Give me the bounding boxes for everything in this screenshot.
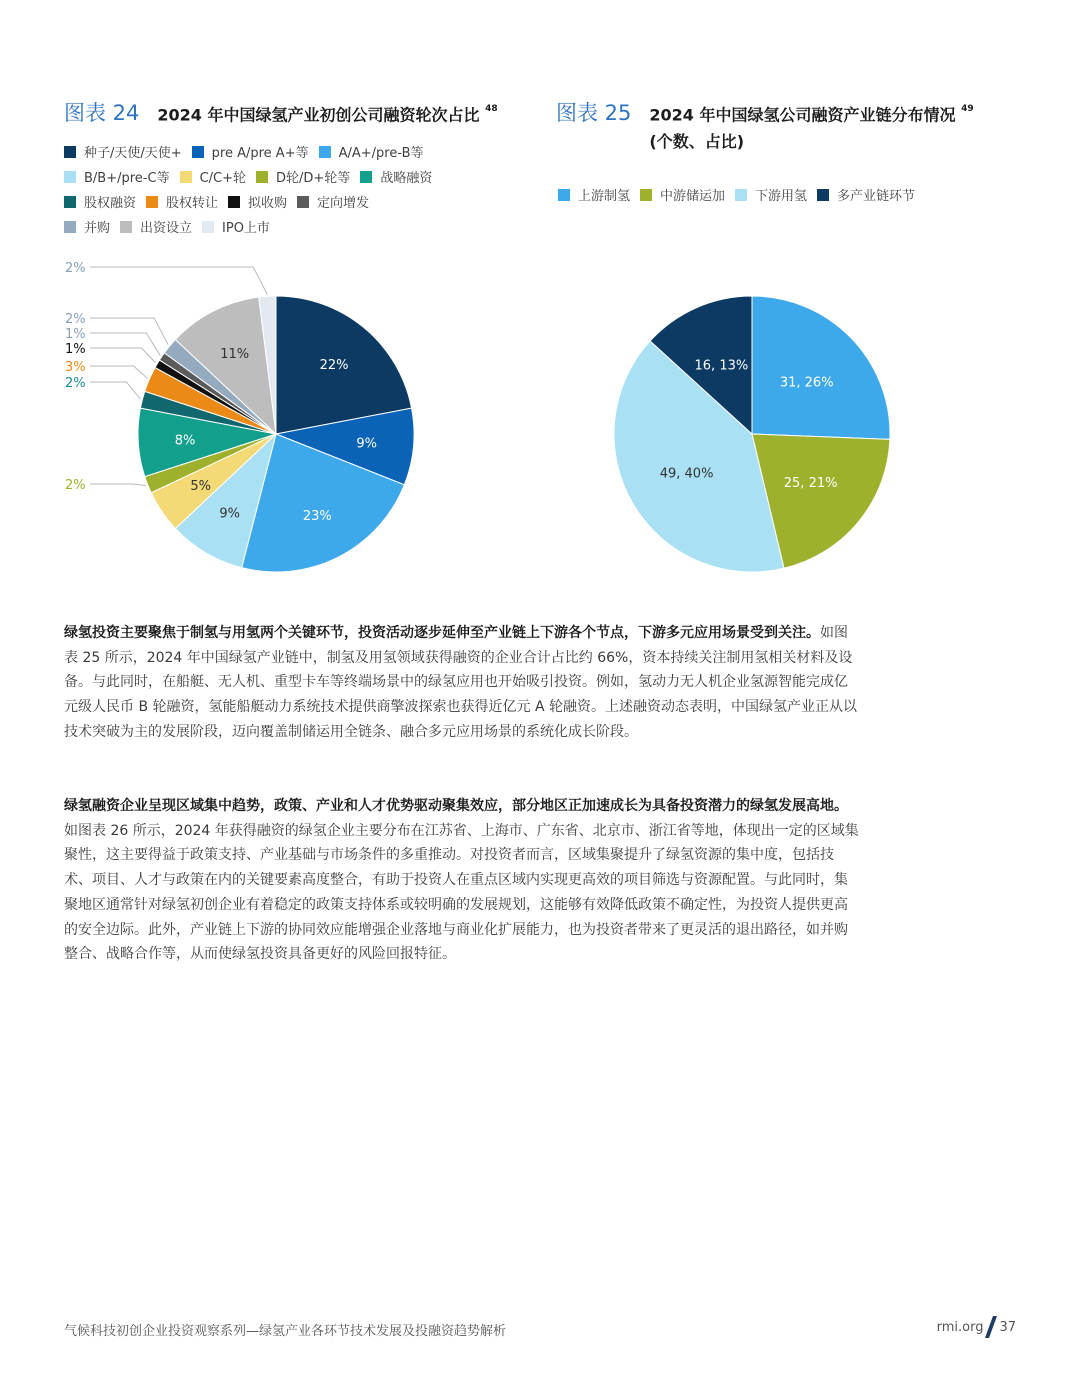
paragraph-1-body: 如图表 25 所示，2024 年中国绿氢产业链中，制氢及用氢领域获得融资的企业合计占比约 66%，资本持续关注制用氢相关材料及设备。与此同时，在船艇、无人机、重型卡车等终端场景中的绿氢应用也开始吸引投资。例如，氢动力无人机企业氢源智能完成亿元级人民币 B 轮融资，氢能船艇动力系统技术提供商擎波探索也获得近亿元 A 轮融资。上述融资动态表明，中国绿氢产业正从以技术突破为主的发展阶段，迈向覆盖制储运用全链条、融合多元应用场景的系统化成长阶段。 [64,625,857,740]
legend-swatch [64,221,76,233]
legend-swatch [180,171,192,183]
legend-swatch [64,146,76,158]
slice-value-label: 22% [319,357,349,373]
legend-swatch [360,171,372,183]
slice-value-label: 1% [65,342,86,357]
legend-swatch [640,189,652,201]
slice-value-label: 2% [65,261,86,276]
legend-swatch [146,196,158,208]
legend-item [228,192,287,211]
legend-label: 拟收购 [248,196,288,211]
slice-value-label: 2% [65,478,86,493]
legend-row [64,164,484,189]
figure-25-pie-chart [560,250,980,590]
legend-item [640,185,725,204]
legend-label: 中游储运加 [660,189,726,204]
legend-label: A/A+/pre-B等 [338,146,424,161]
legend-item [64,142,182,161]
figure-25-title [649,99,973,155]
figure-25-number: 图表 25 [556,101,632,125]
slice-value-label: 31, 26% [779,375,834,391]
legend-label: pre A/pre A+等 [211,146,309,161]
legend-item [180,167,246,186]
legend-label: 股权转让 [166,196,219,211]
paragraph-1-lead: 绿氢投资主要聚焦于制氢与用氢两个关键环节，投资活动逐步延伸至产业链上下游各个节点，下游多元应用场景受到关注。 [64,625,820,641]
pie-slice [752,296,890,439]
slice-value-label: 2% [65,312,86,327]
figure-24-number: 图表 24 [64,101,140,125]
legend-item [558,185,630,204]
slice-value-label: 9% [356,436,377,452]
legend-label: B/B+/pre-C等 [84,171,170,186]
legend-item [817,185,915,204]
legend-label: 定向增发 [317,196,370,211]
legend-swatch [297,196,309,208]
legend-row [558,182,925,207]
leader-line [90,484,146,486]
figure-25-title-line2: (个数、占比) [649,132,745,151]
slice-value-label: 3% [65,360,86,375]
slice-value-label: 5% [190,479,211,495]
legend-label: 战略融资 [380,171,433,186]
footer-page-info [937,1316,1016,1338]
slice-value-label: 8% [174,433,196,449]
legend-item [256,167,350,186]
legend-row [64,214,484,239]
figure-24-title-text: 2024 年中国绿氢产业初创公司融资轮次占比 [157,105,480,124]
figure-24-pie-chart [40,250,540,590]
legend-swatch [817,189,829,201]
legend-swatch [192,146,204,158]
legend-label: 上游制氢 [578,189,631,204]
legend-label: 股权融资 [84,196,137,211]
legend-swatch [256,171,268,183]
legend-item [297,192,369,211]
legend-label: 并购 [84,221,111,236]
footer-site-link[interactable]: rmi.org [936,1319,984,1335]
legend-item [64,217,110,236]
legend-label: 下游用氢 [755,189,808,204]
paragraph-2 [64,794,860,967]
legend-label: 种子/天使/天使+ [84,146,182,161]
leader-line [90,318,168,345]
legend-label: 出资设立 [140,221,193,236]
legend-item [360,167,432,186]
legend-item [735,185,807,204]
legend-item [202,217,270,236]
slash-divider-icon [985,1316,997,1338]
legend-item [64,167,170,186]
legend-swatch [228,196,240,208]
legend-item [192,142,309,161]
legend-item [319,142,424,161]
slice-value-label: 49, 40% [659,466,714,482]
leader-line [90,382,140,399]
legend-swatch [735,189,747,201]
paragraph-1 [64,621,860,745]
figure-24-title [157,99,497,128]
footer-series-title: 气候科技初创企业投资观察系列—绿氢产业各环节技术发展及投融资趋势解析 [64,1324,507,1339]
paragraph-2-body: 如图表 26 所示，2024 年获得融资的绿氢企业主要分布在江苏省、上海市、广东省、北京市、浙江省等地，体现出一定的区域集聚性，这主要得益于政策支持、产业基础与市场条件的多重推动。对投资者而言，区域集聚提升了绿氢资源的集中度，包括技术、项目、人才与政策在内的关键要素高度整合，有助于投资人在重点区域内实现更高效的项目筛选与资源配置。与此同时，集聚地区通常针对绿氢初创企业有着稳定的政策支持体系或较明确的发展规划，这能够有效降低政策不确定性，为投资人提供更高的安全边际。此外，产业链上下游的协同效应能增强企业落地与商业化扩展能力，也为投资者带来了更灵活的退出路径，如并购整合、战略合作等，从而使绿氢投资具备更好的风险回报特征。 [64,822,859,963]
legend-label: D轮/D+轮等 [276,171,351,186]
slice-value-label: 11% [220,346,250,362]
figure-24-heading [64,97,534,128]
figure-24 [64,97,534,128]
figure-24-legend [64,139,484,239]
leader-line [90,366,148,378]
slice-value-label: 1% [65,327,86,342]
leader-line [90,348,155,363]
slice-value-label: 9% [219,506,240,522]
legend-label: 多产业链环节 [837,189,916,204]
legend-row [64,139,484,164]
legend-swatch [319,146,331,158]
figure-25-title-line1: 2024 年中国绿氢公司融资产业链分布情况 [649,105,956,124]
page-number: 37 [999,1319,1016,1335]
legend-item [120,217,192,236]
slice-value-label: 25, 21% [783,476,838,492]
figure-25-footnote: 49 [961,103,974,114]
legend-swatch [120,221,132,233]
legend-swatch [558,189,570,201]
paragraph-2-lead: 绿氢融资企业呈现区域集中趋势，政策、产业和人才优势驱动聚集效应，部分地区正加速成长为具备投资潜力的绿氢发展高地。 [64,798,848,814]
legend-swatch [64,171,76,183]
figure-25-heading [556,97,1026,155]
legend-label: C/C+轮 [199,171,247,186]
legend-item [146,192,218,211]
slice-value-label: 23% [302,509,332,525]
slice-value-label: 2% [65,376,86,391]
leader-line [90,267,267,294]
leader-line [90,333,160,355]
legend-swatch [64,196,76,208]
slice-value-label: 16, 13% [694,358,749,374]
legend-row [64,189,484,214]
legend-label: IPO上市 [222,221,270,236]
legend-item [64,192,136,211]
figure-25-legend [558,182,1028,207]
figure-25 [556,97,1026,155]
figure-24-footnote: 48 [485,103,498,114]
legend-swatch [202,221,214,233]
